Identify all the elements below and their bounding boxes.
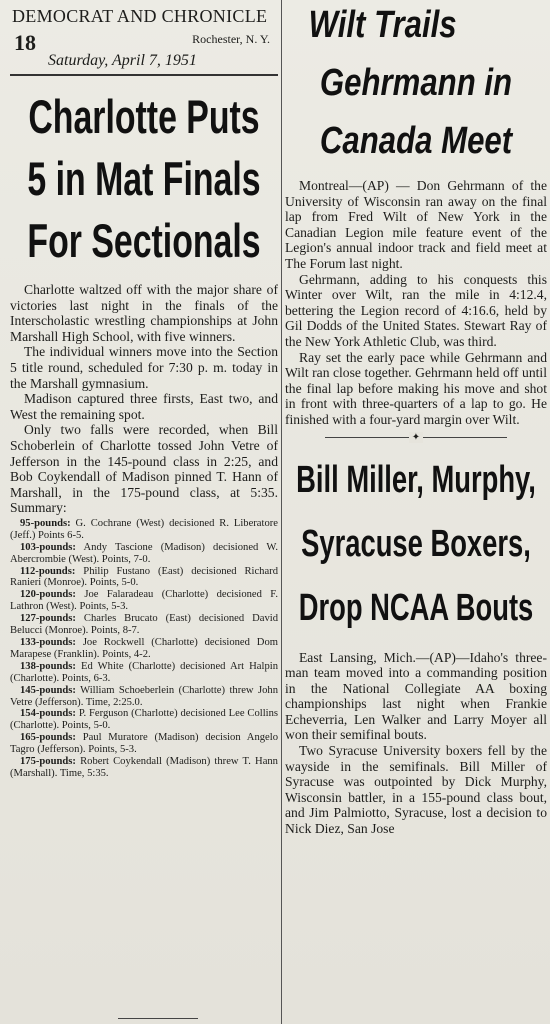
weight-class: 133-pounds: — [20, 636, 76, 648]
weight-class: 154-pounds: — [20, 708, 76, 720]
story-paragraph: Ray set the early pace while Gehrmann and Wilt ran close together. Gehrmann held off until the final lap before making his move and shot in front with three-quarters of a lap to go. He finished with a four-yard margin over Wilt. — [285, 349, 547, 427]
result-text: Charles Brucato (East) decisioned David Belucci (Monroe). Points, 8-7. — [10, 613, 278, 637]
result-text: William Schoeberlein (Charlotte) threw John Vetre (Jefferson). Time, 2:25.0. — [10, 684, 278, 708]
wrestling-story — [10, 282, 278, 516]
masthead — [10, 0, 278, 78]
headline-line: Bill Miller, Murphy, — [296, 458, 536, 501]
weight-class: 112-pounds: — [20, 565, 76, 577]
divider-ornament: ✦ — [409, 432, 423, 443]
headline-track — [285, 0, 547, 170]
weight-class: 95-pounds: — [20, 517, 71, 529]
result-entry — [10, 589, 278, 613]
paper-name: DEMOCRAT AND CHRONICLE — [12, 6, 268, 26]
left-column — [10, 0, 278, 1024]
headline-line: Wilt Trails — [308, 4, 457, 46]
story-divider — [285, 432, 547, 442]
result-entry — [10, 732, 278, 756]
story-paragraph: Gehrmann, adding to his conquests this Winter over Wilt, ran the mile in 4:12.4, bettering the Legion record of 4:16.6, held by Gil Dodds of the United States. Stewart Ray of the New York Athletic Club, was third. — [285, 271, 547, 349]
result-text: Paul Muratore (Madison) decision Angelo Tagro (Jefferson). Points, 5-3. — [10, 732, 278, 756]
result-text: Joe Falaradeau (Charlotte) decisioned F. Lathron (West). Points, 5-3. — [10, 589, 278, 613]
headline-line: For Sectionals — [27, 214, 261, 267]
weight-class: 175-pounds: — [20, 756, 76, 768]
result-text: P. Ferguson (Charlotte) decisioned Lee Collins (Charlotte). Points, 5-0. — [10, 708, 278, 732]
weight-class: 138-pounds: — [20, 660, 76, 672]
result-entry — [10, 518, 278, 542]
result-text: Joe Rockwell (Charlotte) decisioned Dom Marapese (Franklin). Points, 4-2. — [10, 636, 278, 660]
result-entry — [10, 708, 278, 732]
right-column — [285, 0, 547, 1024]
headline-line: Drop NCAA Bouts — [298, 586, 534, 629]
result-text: G. Cochrane (West) decisioned R. Liberatore (Jeff.) Points 6-5. — [10, 517, 278, 541]
result-text: Andy Tascione (Madison) decisioned W. Abercrombie (West). Points, 7-0. — [10, 541, 278, 565]
headline-boxing — [285, 448, 547, 640]
results-summary — [10, 518, 278, 780]
dateline-place: Rochester, N. Y. — [192, 32, 270, 46]
weight-class: 120-pounds: — [20, 589, 76, 601]
result-entry — [10, 756, 278, 780]
result-entry — [10, 637, 278, 661]
headline-wrestling — [10, 86, 278, 272]
weight-class: 103-pounds: — [20, 541, 76, 553]
track-story — [285, 178, 547, 428]
result-entry — [10, 613, 278, 637]
weight-class: 127-pounds: — [20, 613, 76, 625]
issue-date: Saturday, April 7, 1951 — [48, 52, 197, 69]
story-paragraph: Two Syracuse University boxers fell by the wayside in the semifinals. Bill Miller of Syracuse was outpointed by Dick Murphy, Wisconsin battler, in a 155-pound class bout, and Jim Palmiotto, Syracuse, lost a decision to Nick Diez, San Jose — [285, 743, 547, 837]
headline-line: Canada Meet — [319, 120, 513, 162]
result-entry — [10, 685, 278, 709]
result-text: Ed White (Charlotte) decisioned Art Halpin (Charlotte). Points, 6-3. — [10, 660, 278, 684]
result-entry — [10, 661, 278, 685]
weight-class: 165-pounds: — [20, 732, 76, 744]
weight-class: 145-pounds: — [20, 684, 76, 696]
story-paragraph: The individual winners move into the Section 5 title round, scheduled for 7:30 p. m. today in the Marshall gymnasium. — [10, 344, 278, 391]
end-rule — [118, 1018, 198, 1019]
story-paragraph: Charlotte waltzed off with the major share of victories last night in the finals of the Interscholastic wrestling championships at John Marshall High School, with five winners. — [10, 282, 278, 344]
story-paragraph: East Lansing, Mich.—(AP)—Idaho's three-man team moved into a commanding position in the National Collegiate AA boxing championships last night when Frankie Echeverria, Len Walker and Larry Moyer all won their semifinal bouts. — [285, 649, 547, 743]
boxing-story — [285, 650, 547, 837]
story-paragraph: Madison captured three firsts, East two, and West the remaining spot. — [10, 391, 278, 422]
headline-line: Gehrmann in — [319, 62, 513, 104]
result-text: Philip Fustano (East) decisioned Richard Ranieri (Monroe). Points, 5-0. — [10, 565, 278, 589]
result-entry — [10, 566, 278, 590]
result-entry — [10, 542, 278, 566]
column-rule — [281, 0, 282, 1024]
headline-line: 5 in Mat Finals — [27, 152, 261, 205]
headline-line: Syracuse Boxers, — [301, 522, 531, 565]
page-number: 18 — [14, 30, 36, 55]
headline-line: Charlotte Puts — [28, 90, 260, 143]
story-paragraph: Montreal—(AP) — Don Gehrmann of the University of Wisconsin ran away on the final lap from Fred Wilt of New York in the Canadian Legion mile feature event of the Legion's annual indoor track and field meet at The Forum last night. — [285, 178, 547, 271]
story-paragraph: Only two falls were recorded, when Bill Schoberlein of Charlotte tossed John Vetre of Jefferson in the 145-pound class in 2:25, and Bob Coykendall of Madison pinned T. Hann of Marshall, in the 175-pound class, at 5:35. Summary: — [10, 422, 278, 516]
result-text: Robert Coykendall (Madison) threw T. Hann (Marshall). Time, 5:35. — [10, 756, 278, 779]
masthead-rule — [10, 74, 278, 76]
